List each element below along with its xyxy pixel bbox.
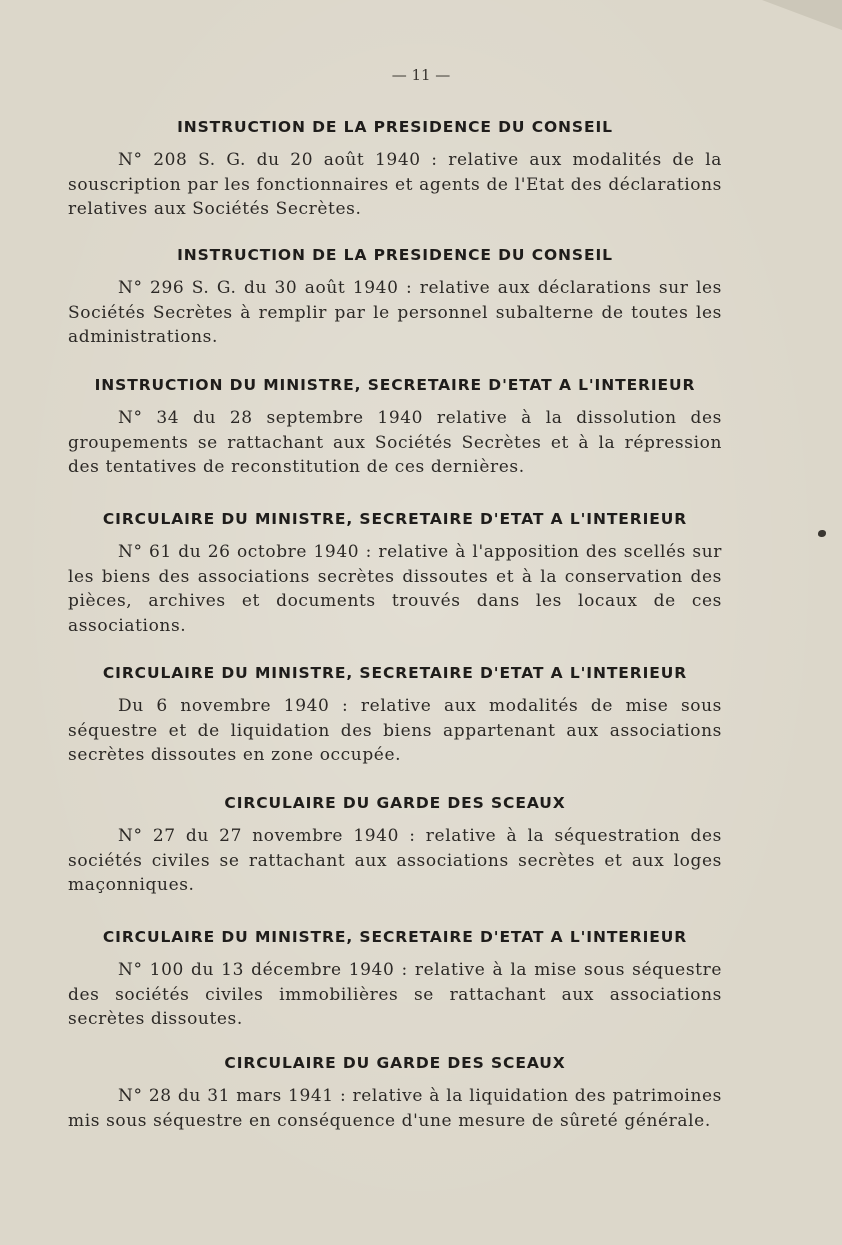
- section-heading: CIRCULAIRE DU MINISTRE, SECRETAIRE D'ETAT A L'INTERIEUR: [102, 664, 688, 682]
- section-text: N° 28 du 31 mars 1941 : relative à la liquidation des patrimoines mis sous séquestre en conséquence d'une mesure de sûreté générale.: [68, 1086, 722, 1131]
- section-heading: INSTRUCTION DU MINISTRE, SECRETAIRE D'ETAT A L'INTERIEUR: [94, 376, 696, 394]
- section-text: N° 208 S. G. du 20 août 1940 : relative aux modalités de la souscription par les fonctionnaires et agents de l'Etat des déclarations relatives aux Sociétés Secrètes.: [68, 150, 722, 219]
- section-text: N° 61 du 26 octobre 1940 : relative à l'apposition des scellés sur les biens des associations secrètes dissoutes et à la conservation des pièces, archives et documents trouvés dans les locaux de ces associations.: [68, 542, 722, 636]
- section-3: [68, 370, 722, 480]
- section-text: N° 296 S. G. du 30 août 1940 : relative aux déclarations sur les Sociétés Secrètes à remplir par le personnel subalterne de toutes les administrations.: [68, 278, 722, 347]
- page-number: — 11 —: [391, 66, 451, 84]
- page-corner-fold: [762, 0, 842, 30]
- section-text: N° 34 du 28 septembre 1940 relative à la dissolution des groupements se rattachant aux Sociétés Secrètes et à la répression des tentatives de reconstitution de ces dernières.: [68, 408, 722, 477]
- section-1: [68, 112, 722, 222]
- section-text: Du 6 novembre 1940 : relative aux modalités de mise sous séquestre et de liquidation des biens appartenant aux associations secrètes dissoutes en zone occupée.: [68, 696, 722, 765]
- section-5: [68, 658, 722, 768]
- section-4: [68, 504, 722, 638]
- section-heading: INSTRUCTION DE LA PRESIDENCE DU CONSEIL: [177, 246, 613, 264]
- section-heading: CIRCULAIRE DU MINISTRE, SECRETAIRE D'ETAT A L'INTERIEUR: [102, 928, 688, 946]
- section-text: N° 100 du 13 décembre 1940 : relative à la mise sous séquestre des sociétés civiles immobilières se rattachant aux associations secrètes dissoutes.: [68, 960, 722, 1029]
- section-7: [68, 922, 722, 1032]
- section-heading: INSTRUCTION DE LA PRESIDENCE DU CONSEIL: [177, 118, 613, 136]
- section-6: [68, 788, 722, 898]
- section-8: [68, 1048, 722, 1133]
- section-2: [68, 240, 722, 350]
- section-heading: CIRCULAIRE DU MINISTRE, SECRETAIRE D'ETAT A L'INTERIEUR: [102, 510, 688, 528]
- section-heading: CIRCULAIRE DU GARDE DES SCEAUX: [224, 1054, 566, 1072]
- section-text: N° 27 du 27 novembre 1940 : relative à la séquestration des sociétés civiles se rattachant aux associations secrètes et aux loges maçonniques.: [68, 826, 722, 895]
- ink-spot: [818, 530, 826, 537]
- section-heading: CIRCULAIRE DU GARDE DES SCEAUX: [224, 794, 566, 812]
